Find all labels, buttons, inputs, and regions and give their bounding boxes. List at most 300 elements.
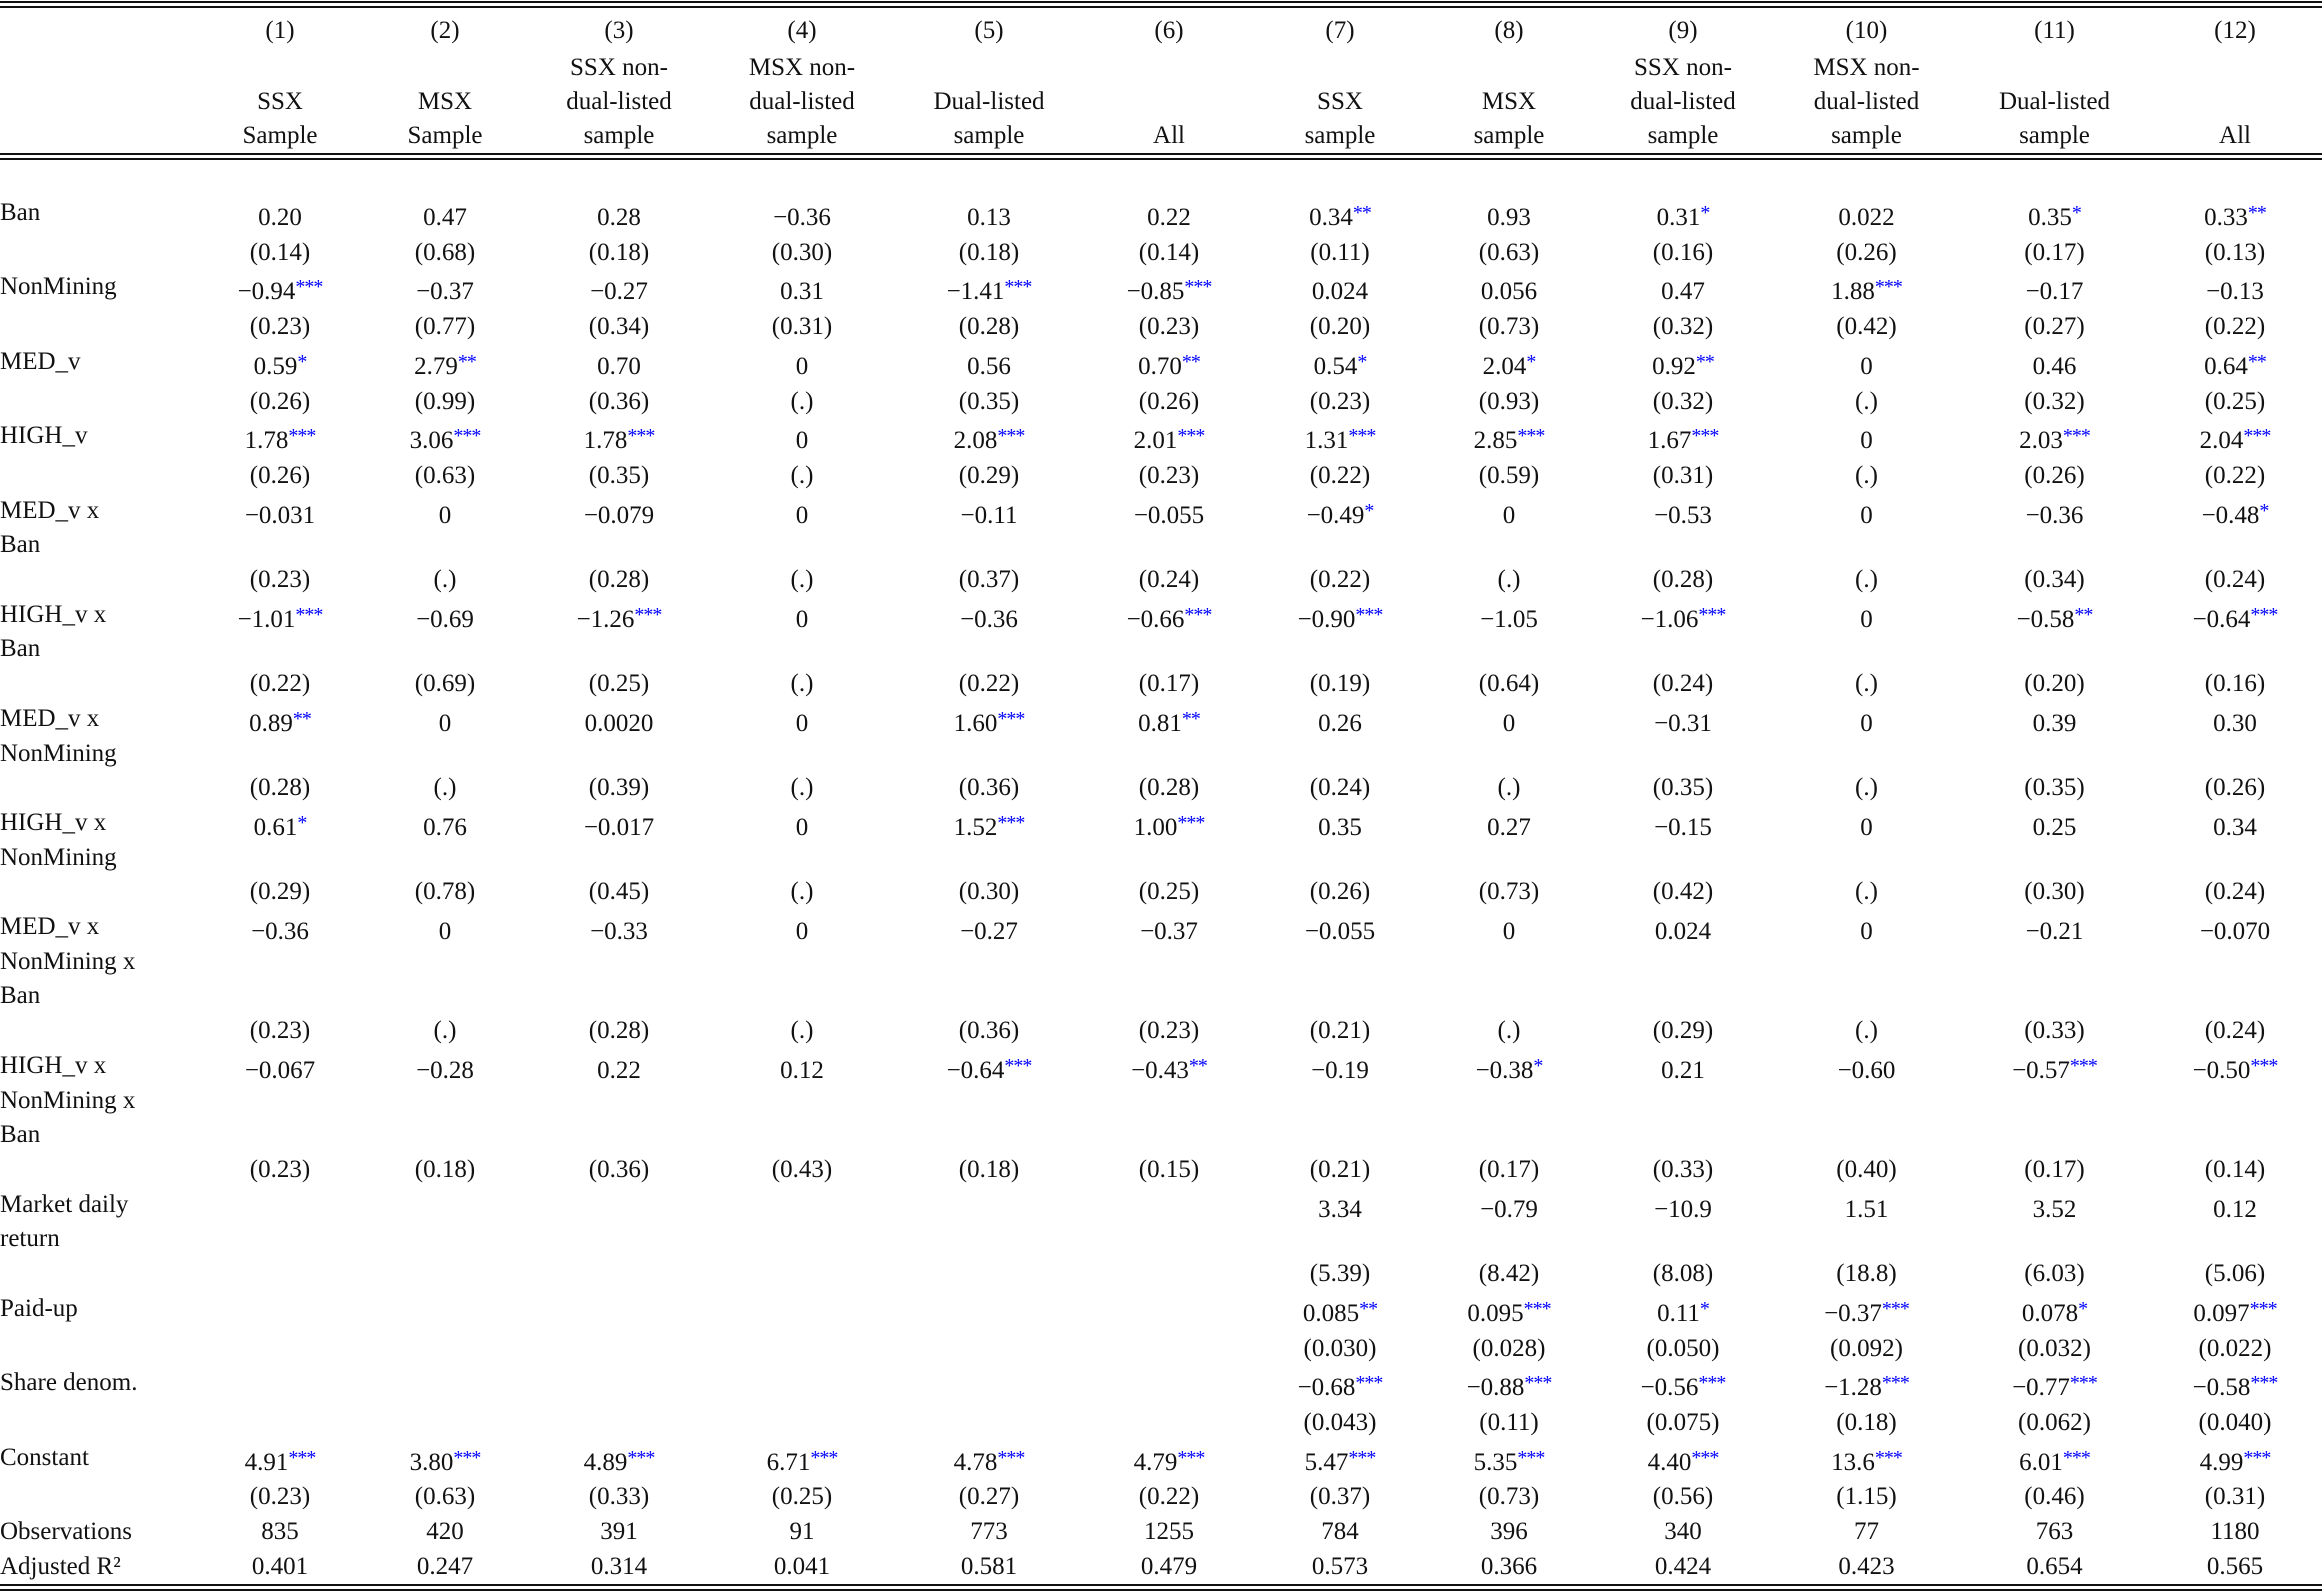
significance-stars: * (1533, 1054, 1543, 1077)
coefficient-value: −0.37 (416, 278, 474, 306)
standard-error-cell: (0.28) (958, 313, 1020, 341)
column-header (1256, 8, 1424, 153)
coefficient-value: 0.28 (597, 204, 641, 231)
standard-error-cell: (0.22) (958, 670, 1020, 698)
coefficient-value: 0 (795, 918, 809, 946)
statistic-value: 773 (970, 1518, 1008, 1546)
standard-error-cell (1082, 1406, 1256, 1441)
statistic-label: Observations (0, 1518, 132, 1546)
standard-error-cell: (0.040) (2198, 1408, 2272, 1436)
coefficient-row (0, 910, 2322, 1014)
standard-error-cell: (0.18) (414, 1155, 476, 1183)
variable-label: HIGH_v x Ban (0, 600, 107, 663)
coefficient-row (0, 196, 2322, 236)
coefficient-value: 0 (1860, 813, 1873, 841)
standard-error-cell: (0.28) (1138, 774, 1200, 802)
coefficient-cell (1961, 196, 2148, 236)
coefficient-value: 13.6 (1831, 1448, 1875, 1476)
significance-stars: *** (453, 1446, 481, 1469)
coefficient-value: −0.33 (590, 918, 648, 946)
significance-stars: *** (2062, 1446, 2090, 1469)
standard-error-cell: (0.050) (1646, 1334, 1720, 1362)
standard-error-cell: (0.25) (771, 1483, 833, 1511)
coefficient-value: −0.43 (1131, 1056, 1189, 1084)
coefficient-value: 1.52 (953, 813, 998, 841)
significance-stars: *** (1184, 603, 1212, 626)
column-number: (1) (265, 17, 295, 44)
coefficient-cell (1256, 1366, 1424, 1406)
coefficient-value: −0.31 (1654, 709, 1712, 737)
coefficient-value: −0.38 (1475, 1056, 1534, 1084)
coefficient-value: 1.88 (1831, 278, 1875, 306)
coefficient-cell (1961, 1441, 2148, 1481)
coefficient-value: 0.12 (780, 1056, 824, 1084)
statistic-value: 763 (2035, 1518, 2074, 1546)
significance-stars: *** (1874, 1446, 1902, 1469)
coefficient-value: 0.26 (1318, 709, 1362, 737)
standard-error-cell: (0.22) (2204, 313, 2266, 341)
statistic-value: 0.581 (960, 1552, 1018, 1580)
statistic-value: 784 (1321, 1518, 1359, 1546)
coefficient-cell (1256, 1292, 1424, 1332)
coefficient-cell (1961, 419, 2148, 459)
standard-error-cell: (0.33) (588, 1483, 650, 1511)
statistic-value: 0.565 (2206, 1552, 2264, 1580)
standard-error-cell: (0.16) (1652, 238, 1714, 266)
coefficient-value: −1.28 (1824, 1374, 1882, 1402)
statistic-value: 0.479 (1140, 1552, 1198, 1580)
column-header-cell (1082, 8, 1256, 153)
standard-error-cell: (0.56) (1652, 1483, 1714, 1511)
statistic-value: 0.401 (251, 1552, 309, 1580)
column-header-cell (1424, 8, 1594, 153)
coefficient-cell (2148, 196, 2322, 236)
coefficient-cell (360, 196, 530, 236)
coefficient-cell (1772, 910, 1961, 1014)
coefficient-cell (2148, 598, 2322, 667)
coefficient-cell (896, 1188, 1082, 1257)
coefficient-value: −0.64 (2192, 605, 2251, 633)
standard-error-cell: (0.24) (1138, 566, 1200, 594)
statistic-value: 1255 (1144, 1518, 1194, 1546)
coefficient-value: −0.19 (1311, 1056, 1369, 1084)
coefficient-row (0, 598, 2322, 667)
coefficient-cell (530, 702, 708, 771)
coefficient-cell (1772, 1366, 1961, 1406)
standard-error-cell: (0.028) (1472, 1334, 1546, 1362)
coefficient-cell (1594, 1366, 1772, 1406)
standard-error-cell: (0.32) (1652, 387, 1714, 415)
significance-stars: ** (1181, 350, 1200, 373)
coefficient-value: 0.0020 (584, 709, 654, 737)
column-header (708, 8, 896, 153)
significance-stars: ** (1352, 202, 1371, 224)
standard-error-cell: (0.45) (588, 878, 650, 906)
coefficient-value: 0.095 (1467, 1299, 1524, 1327)
standard-error-cell: (0.34) (588, 313, 650, 341)
coefficient-cell (1961, 345, 2148, 385)
spacer-row (0, 160, 2322, 196)
coefficient-cell (530, 1188, 708, 1257)
standard-error-cell: (0.22) (249, 670, 311, 698)
coefficient-value: −0.36 (960, 605, 1018, 633)
column-number: (2) (430, 17, 460, 44)
significance-stars: *** (997, 811, 1025, 834)
standard-error-cell (200, 1332, 360, 1367)
coefficient-value: 0.12 (2213, 1195, 2257, 1223)
coefficient-cell (1256, 494, 1424, 563)
coefficient-cell (708, 419, 896, 459)
significance-stars: *** (2243, 1446, 2271, 1469)
coefficient-cell (2148, 270, 2322, 310)
coefficient-value: 0.61 (253, 813, 298, 841)
standard-error-cell: (0.23) (249, 1483, 311, 1511)
coefficient-cell (2148, 1049, 2322, 1153)
coefficient-value: −0.17 (2025, 278, 2084, 306)
standard-error-cell: (0.39) (588, 774, 650, 802)
standard-error-cell: (0.18) (1836, 1408, 1897, 1436)
significance-stars: *** (810, 1446, 838, 1469)
coefficient-row (0, 270, 2322, 310)
variable-label: Share denom. (0, 1369, 138, 1397)
coefficient-value: 0.35 (1318, 813, 1362, 841)
significance-stars: *** (1881, 1297, 1909, 1320)
standard-error-row (0, 385, 2322, 420)
coefficient-value: −1.05 (1480, 605, 1538, 633)
standard-error-cell: (0.17) (1138, 670, 1200, 698)
coefficient-cell (1961, 598, 2148, 667)
standard-error-cell: (.) (433, 774, 457, 802)
coefficient-value: 0.34 (1309, 204, 1353, 231)
column-header (896, 8, 1082, 153)
column-header-cell (1256, 8, 1424, 153)
coefficient-value: 0 (1860, 501, 1873, 529)
standard-error-cell: (0.42) (1652, 878, 1714, 906)
coefficient-value: 5.35 (1473, 1448, 1518, 1476)
column-header-cell (1772, 8, 1961, 153)
coefficient-cell (530, 345, 708, 385)
standard-error-cell: (0.64) (1478, 670, 1540, 698)
coefficient-value: −0.36 (773, 204, 831, 231)
coefficient-cell (896, 1292, 1082, 1332)
coefficient-value: 0.085 (1302, 1299, 1360, 1327)
coefficient-value: 0 (1502, 918, 1516, 946)
coefficient-cell (896, 1366, 1082, 1406)
column-header-cell (1961, 8, 2148, 153)
coefficient-cell (1594, 345, 1772, 385)
standard-error-cell: (0.37) (958, 566, 1020, 594)
coefficient-cell (1594, 419, 1772, 459)
standard-error-cell: (0.35) (588, 461, 650, 489)
standard-error-cell (896, 1406, 1082, 1441)
standard-error-cell: (0.34) (2024, 566, 2085, 594)
coefficient-cell (2148, 702, 2322, 771)
label-blank (0, 875, 200, 910)
coefficient-cell (1594, 702, 1772, 771)
coefficient-cell (1961, 702, 2148, 771)
coefficient-value: 0 (795, 605, 809, 633)
coefficient-cell (1961, 1049, 2148, 1153)
coefficient-cell (1424, 1366, 1594, 1406)
coefficient-value: 0 (438, 709, 452, 737)
column-header (2148, 8, 2322, 153)
statistic-value: 0.423 (1838, 1552, 1895, 1580)
coefficient-value: 0 (1502, 501, 1516, 529)
coefficient-cell (1772, 1188, 1961, 1257)
coefficient-value: 0.81 (1138, 709, 1182, 737)
coefficient-value: 1.31 (1304, 427, 1349, 455)
regression-table-body (0, 160, 2322, 1584)
column-header-cell (2148, 8, 2322, 153)
coefficient-value: −1.26 (576, 605, 635, 633)
coefficient-cell (1594, 1441, 1772, 1481)
standard-error-cell: (0.29) (249, 878, 311, 906)
standard-error-cell (360, 1332, 530, 1367)
column-number: (3) (604, 17, 634, 44)
coefficient-cell (1424, 598, 1594, 667)
standard-error-cell: (0.032) (2018, 1334, 2091, 1362)
label-blank (0, 385, 200, 420)
coefficient-cell (200, 270, 360, 310)
column-header (360, 8, 530, 153)
significance-stars: *** (1004, 1054, 1032, 1077)
coefficient-cell (708, 494, 896, 563)
significance-stars: *** (1177, 1446, 1205, 1469)
coefficient-cell (360, 1049, 530, 1153)
column-header (530, 8, 708, 153)
coefficient-cell (360, 1441, 530, 1481)
coefficient-value: −0.36 (2025, 501, 2084, 529)
standard-error-cell: (.) (790, 670, 814, 698)
label-blank (0, 1153, 200, 1188)
significance-stars: *** (1524, 1372, 1552, 1395)
coefficient-cell (896, 598, 1082, 667)
significance-stars: *** (627, 425, 655, 448)
coefficient-value: 0 (1860, 918, 1873, 946)
standard-error-cell: (.) (1855, 774, 1878, 802)
standard-error-cell: (.) (790, 774, 814, 802)
standard-error-row (0, 1332, 2322, 1367)
column-title: All (2219, 122, 2251, 149)
standard-error-cell: (0.26) (249, 387, 311, 415)
coefficient-value: −0.27 (590, 278, 648, 306)
coefficient-cell (200, 1441, 360, 1481)
standard-error-cell: (0.29) (1652, 1017, 1714, 1045)
standard-error-cell (708, 1257, 896, 1292)
significance-stars: ** (2247, 202, 2266, 224)
standard-error-cell: (0.25) (588, 670, 650, 698)
label-blank (0, 667, 200, 702)
standard-error-cell: (.) (1497, 566, 1521, 594)
significance-stars: *** (1177, 811, 1205, 834)
coefficient-cell (1424, 702, 1594, 771)
coefficient-value: 0.024 (1654, 918, 1712, 946)
column-number: (7) (1325, 17, 1355, 44)
coefficient-cell (1594, 1188, 1772, 1257)
significance-stars: *** (627, 1446, 655, 1469)
significance-stars: ** (1181, 707, 1200, 730)
coefficient-cell (708, 1366, 896, 1406)
standard-error-row (0, 1153, 2322, 1188)
coefficient-value: 0.13 (967, 204, 1011, 231)
significance-stars: *** (2250, 1054, 2278, 1077)
coefficient-cell (200, 1366, 360, 1406)
standard-error-cell: (0.28) (588, 566, 650, 594)
coefficient-cell (200, 598, 360, 667)
coefficient-value: 0.22 (1147, 204, 1191, 231)
coefficient-value: 0.024 (1311, 278, 1369, 306)
significance-stars: *** (634, 603, 662, 626)
significance-stars: *** (2069, 1372, 2097, 1395)
standard-error-cell: (5.06) (2204, 1260, 2266, 1288)
significance-stars: *** (2249, 1297, 2277, 1320)
standard-error-cell: (0.27) (958, 1483, 1020, 1511)
significance-stars: *** (1355, 603, 1383, 626)
coefficient-value: 0.56 (967, 352, 1011, 380)
coefficient-cell (1256, 270, 1424, 310)
coefficient-value: 0.70 (597, 352, 641, 380)
standard-error-cell: (0.73) (1478, 313, 1540, 341)
standard-error-row (0, 310, 2322, 345)
variable-label: Ban (0, 199, 41, 226)
coefficient-cell (1082, 345, 1256, 385)
coefficient-cell (896, 910, 1082, 1014)
statistic-value: 420 (426, 1518, 464, 1546)
coefficient-value: −0.79 (1480, 1195, 1538, 1223)
table-header (0, 8, 2322, 153)
variable-label: Paid-up (0, 1294, 78, 1322)
coefficient-cell (1772, 270, 1961, 310)
significance-stars: *** (1348, 1446, 1376, 1469)
coefficient-cell (1424, 196, 1594, 236)
standard-error-cell: (0.18) (958, 1155, 1020, 1183)
standard-error-cell: (0.24) (1309, 774, 1371, 802)
standard-error-cell: (0.77) (414, 313, 476, 341)
coefficient-cell (708, 702, 896, 771)
column-header (1961, 8, 2148, 153)
standard-error-cell: (0.14) (249, 238, 311, 266)
significance-stars: *** (295, 276, 323, 299)
variable-label: HIGH_v x NonMining x Ban (0, 1051, 136, 1149)
coefficient-cell (530, 1366, 708, 1406)
standard-error-cell (200, 1257, 360, 1292)
significance-stars: * (1357, 350, 1367, 373)
column-number: (8) (1494, 17, 1524, 44)
coefficient-cell (360, 419, 530, 459)
coefficient-value: −0.58 (2192, 1374, 2251, 1402)
standard-error-cell: (0.32) (2024, 387, 2085, 415)
coefficient-value: −10.9 (1654, 1195, 1712, 1223)
coefficient-value: 6.71 (766, 1448, 811, 1476)
coefficient-row (0, 1366, 2322, 1406)
label-blank (0, 563, 200, 598)
label-blank (0, 1257, 200, 1292)
coefficient-value: 1.78 (583, 427, 628, 455)
coefficient-value: 0.47 (1661, 278, 1705, 306)
standard-error-cell: (0.030) (1303, 1334, 1377, 1362)
coefficient-cell (1772, 419, 1961, 459)
coefficient-cell (1424, 419, 1594, 459)
coefficient-cell (360, 345, 530, 385)
coefficient-value: 0.34 (2213, 813, 2257, 841)
standard-error-cell: (0.33) (1652, 1155, 1714, 1183)
coefficient-cell (360, 1292, 530, 1332)
statistic-label: Adjusted R² (0, 1552, 121, 1580)
standard-error-cell: (.) (790, 878, 814, 906)
standard-error-cell: (0.30) (771, 238, 833, 266)
variable-label: Constant (0, 1443, 89, 1471)
standard-error-cell (896, 1257, 1082, 1292)
standard-error-row (0, 1480, 2322, 1515)
coefficient-cell (1256, 1441, 1424, 1481)
standard-error-cell: (0.14) (2204, 1155, 2266, 1183)
coefficient-cell (360, 1188, 530, 1257)
significance-stars: *** (2062, 425, 2090, 448)
standard-error-row (0, 1014, 2322, 1049)
statistic-value: 0.314 (590, 1552, 648, 1580)
coefficient-value: −0.017 (583, 813, 655, 841)
standard-error-cell: (0.22) (2204, 461, 2266, 489)
standard-error-cell: (0.24) (2204, 566, 2266, 594)
standard-error-cell: (0.30) (2024, 878, 2085, 906)
coefficient-value: −0.36 (251, 918, 309, 946)
coefficient-cell (1594, 494, 1772, 563)
coefficient-cell (896, 1049, 1082, 1153)
variable-label: NonMining (0, 273, 117, 301)
standard-error-cell: (0.63) (1478, 238, 1540, 266)
significance-stars: *** (997, 425, 1025, 448)
statistic-value: 0.424 (1654, 1552, 1712, 1580)
coefficient-cell (1961, 1292, 2148, 1332)
standard-error-cell: (0.29) (958, 461, 1020, 489)
coefficient-cell (360, 910, 530, 1014)
standard-error-cell: (0.21) (1309, 1017, 1371, 1045)
coefficient-cell (1256, 345, 1424, 385)
coefficient-row (0, 1188, 2322, 1257)
spacer (0, 160, 200, 196)
standard-error-cell: (18.8) (1836, 1260, 1897, 1288)
coefficient-value: −0.85 (1126, 278, 1185, 306)
coefficient-value: −0.11 (960, 501, 1018, 529)
coefficient-cell (530, 598, 708, 667)
coefficient-value: −0.77 (2012, 1374, 2070, 1402)
standard-error-cell: (.) (790, 387, 814, 415)
standard-error-cell: (0.73) (1478, 878, 1540, 906)
standard-error-cell: (0.25) (1138, 878, 1200, 906)
significance-stars: ** (457, 350, 476, 373)
coefficient-cell (1082, 1188, 1256, 1257)
coefficient-cell (896, 270, 1082, 310)
variable-label: Market daily return (0, 1190, 129, 1253)
coefficient-value: 0 (1860, 605, 1873, 633)
statistics-row (0, 1515, 2322, 1550)
significance-stars: *** (1184, 276, 1212, 299)
standard-error-cell: (0.33) (2024, 1017, 2085, 1045)
coefficient-value: −0.055 (1133, 501, 1205, 529)
column-header (1082, 8, 1256, 153)
coefficient-value: −0.079 (583, 501, 655, 529)
significance-stars: *** (1691, 425, 1719, 448)
coefficient-value: 2.04 (2199, 427, 2244, 455)
standard-error-cell: (0.23) (249, 1017, 311, 1045)
coefficient-value: 0.11 (1657, 1299, 1700, 1327)
coefficient-cell (360, 270, 530, 310)
column-header (1594, 8, 1772, 153)
coefficient-value: −0.031 (244, 501, 316, 529)
standard-error-cell (360, 1406, 530, 1441)
standard-error-cell: (0.37) (1309, 1483, 1371, 1511)
coefficient-value: −0.68 (1297, 1374, 1356, 1402)
